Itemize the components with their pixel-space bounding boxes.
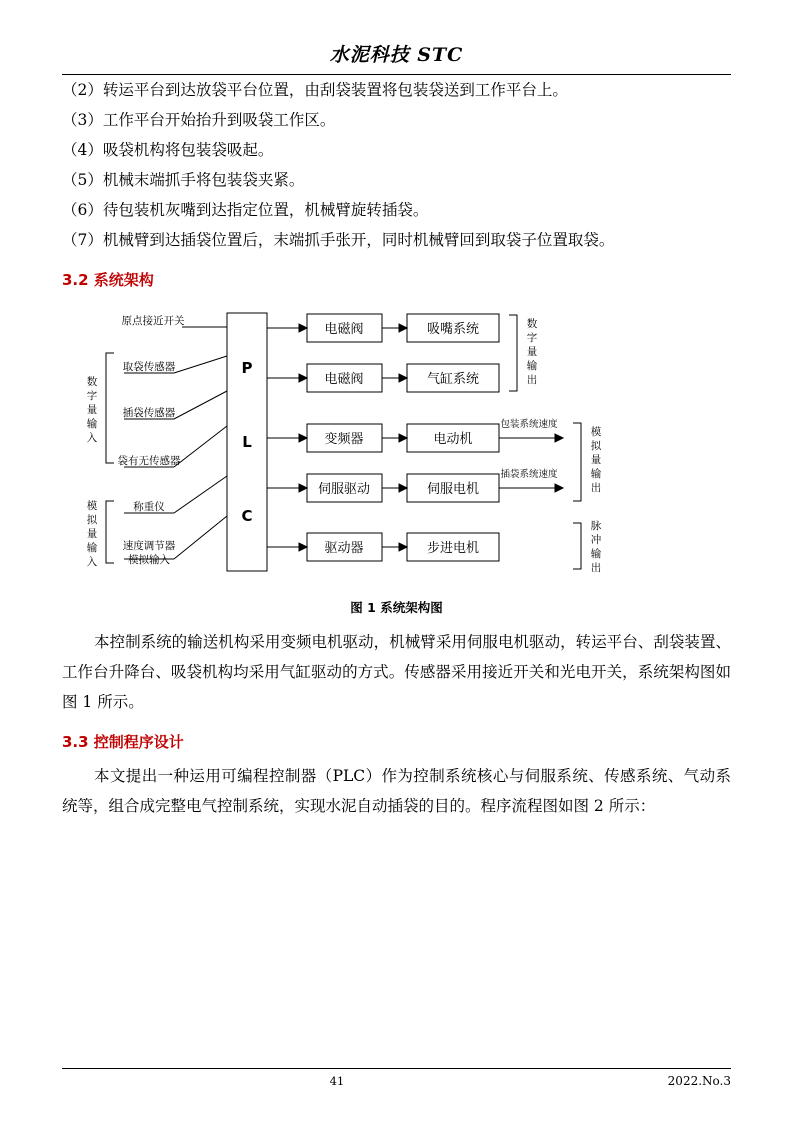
figure-caption: 图 1 系统架构图 [350,600,443,615]
svg-text:拟: 拟 [86,514,98,526]
figure-mid-3: 伺服驱动 [317,482,371,497]
figure-mid-4: 驱动器 [324,541,364,556]
heading-3-3: 3.3 控制程序设计 [62,733,184,751]
svg-text:量: 量 [86,528,98,540]
document-body [62,75,731,821]
svg-text:输: 输 [590,548,602,560]
list-item: （4）吸袋机构将包装袋吸起。 [62,141,274,159]
figure-left-group-0: 数 [86,376,98,388]
figure-left-input-5b: 模拟输入 [128,554,170,566]
svg-text:字: 字 [526,332,538,344]
svg-text:出: 出 [590,482,602,494]
figure-annotation-1: 插袋系统速度 [500,469,558,480]
page-header [62,0,731,75]
figure-annotation-0: 包装系统速度 [500,419,558,430]
issue-label: 2022.No.3 [667,1074,731,1088]
list-item: （5）机械末端抓手将包装袋夹紧。 [62,171,305,189]
figure-left-group-1: 模 [86,500,98,512]
svg-text:字: 字 [86,390,98,402]
figure-mid-0: 电磁阀 [324,322,364,337]
list-item: （6）待包装机灰嘴到达指定位置，机械臂旋转插袋。 [62,201,429,219]
figure-plc-p: P [241,359,253,377]
figure-left-input-1: 取袋传感器 [122,361,176,373]
svg-text:入: 入 [86,432,98,444]
figure-left-input-2: 插袋传感器 [122,407,176,419]
svg-text:量: 量 [590,454,602,466]
list-item: （3）工作平台开始抬升到吸袋工作区。 [62,111,336,129]
figure-plc-l: L [242,433,252,451]
svg-text:输: 输 [526,360,538,372]
figure-right-group-2: 脉 [590,520,602,532]
list-item: （2）转运平台到达放袋平台位置，由刮袋装置将包装袋送到工作平台上。 [62,81,568,99]
figure-right-group-1: 模 [590,426,602,438]
journal-title: 水泥科技 STC [329,44,464,66]
svg-text:入: 入 [86,556,98,568]
figure-left-input-4: 称重仪 [133,501,165,513]
paragraph-3-3: 本文提出一种运用可编程控制器（PLC）作为控制系统核心与伺服系统、传感系统、气动系统等，组合成完整电气控制系统，实现水泥自动插袋的目的。程序流程图如图 2 所示： [62,767,731,815]
figure-end-2: 电动机 [433,432,473,447]
svg-text:输: 输 [86,542,98,554]
figure-mid-2: 变频器 [324,432,364,447]
svg-text:冲: 冲 [590,534,602,546]
figure-left-input-0: 原点接近开关 [121,315,185,327]
svg-text:量: 量 [526,346,538,358]
svg-text:拟: 拟 [590,440,602,452]
figure-plc-c: C [241,507,253,525]
svg-text:输: 输 [590,468,602,480]
list-item: （7）机械臂到达插袋位置后，末端抓手张开，同时机械臂回到取袋子位置取袋。 [62,231,615,249]
figure-end-4: 步进电机 [426,541,480,556]
svg-text:输: 输 [86,418,98,430]
figure-left-input-5a: 速度调节器 [122,540,176,552]
paragraph-after-figure: 本控制系统的输送机构采用变频电机驱动，机械臂采用伺服电机驱动，转运平台、刮袋装置、工作台升降台、吸袋机构均采用气缸驱动的方式。传感器采用接近开关和光电开关，系统架构图如图 1 所示。 [62,633,731,711]
svg-text:出: 出 [590,562,602,574]
svg-text:出: 出 [526,374,538,386]
figure-left-input-3: 袋有无传感器 [117,455,181,467]
figure-right-group-0: 数 [526,318,538,330]
system-architecture-figure [62,301,731,591]
figure-end-0: 吸嘴系统 [426,322,480,337]
page-footer: 41 2022.No.3 [62,1068,731,1088]
heading-3-2: 3.2 系统架构 [62,271,154,289]
figure-end-3: 伺服电机 [426,482,480,497]
svg-text:量: 量 [86,404,98,416]
footer-divider [62,1068,731,1069]
figure-end-1: 气缸系统 [426,372,480,387]
figure-mid-1: 电磁阀 [324,372,364,387]
